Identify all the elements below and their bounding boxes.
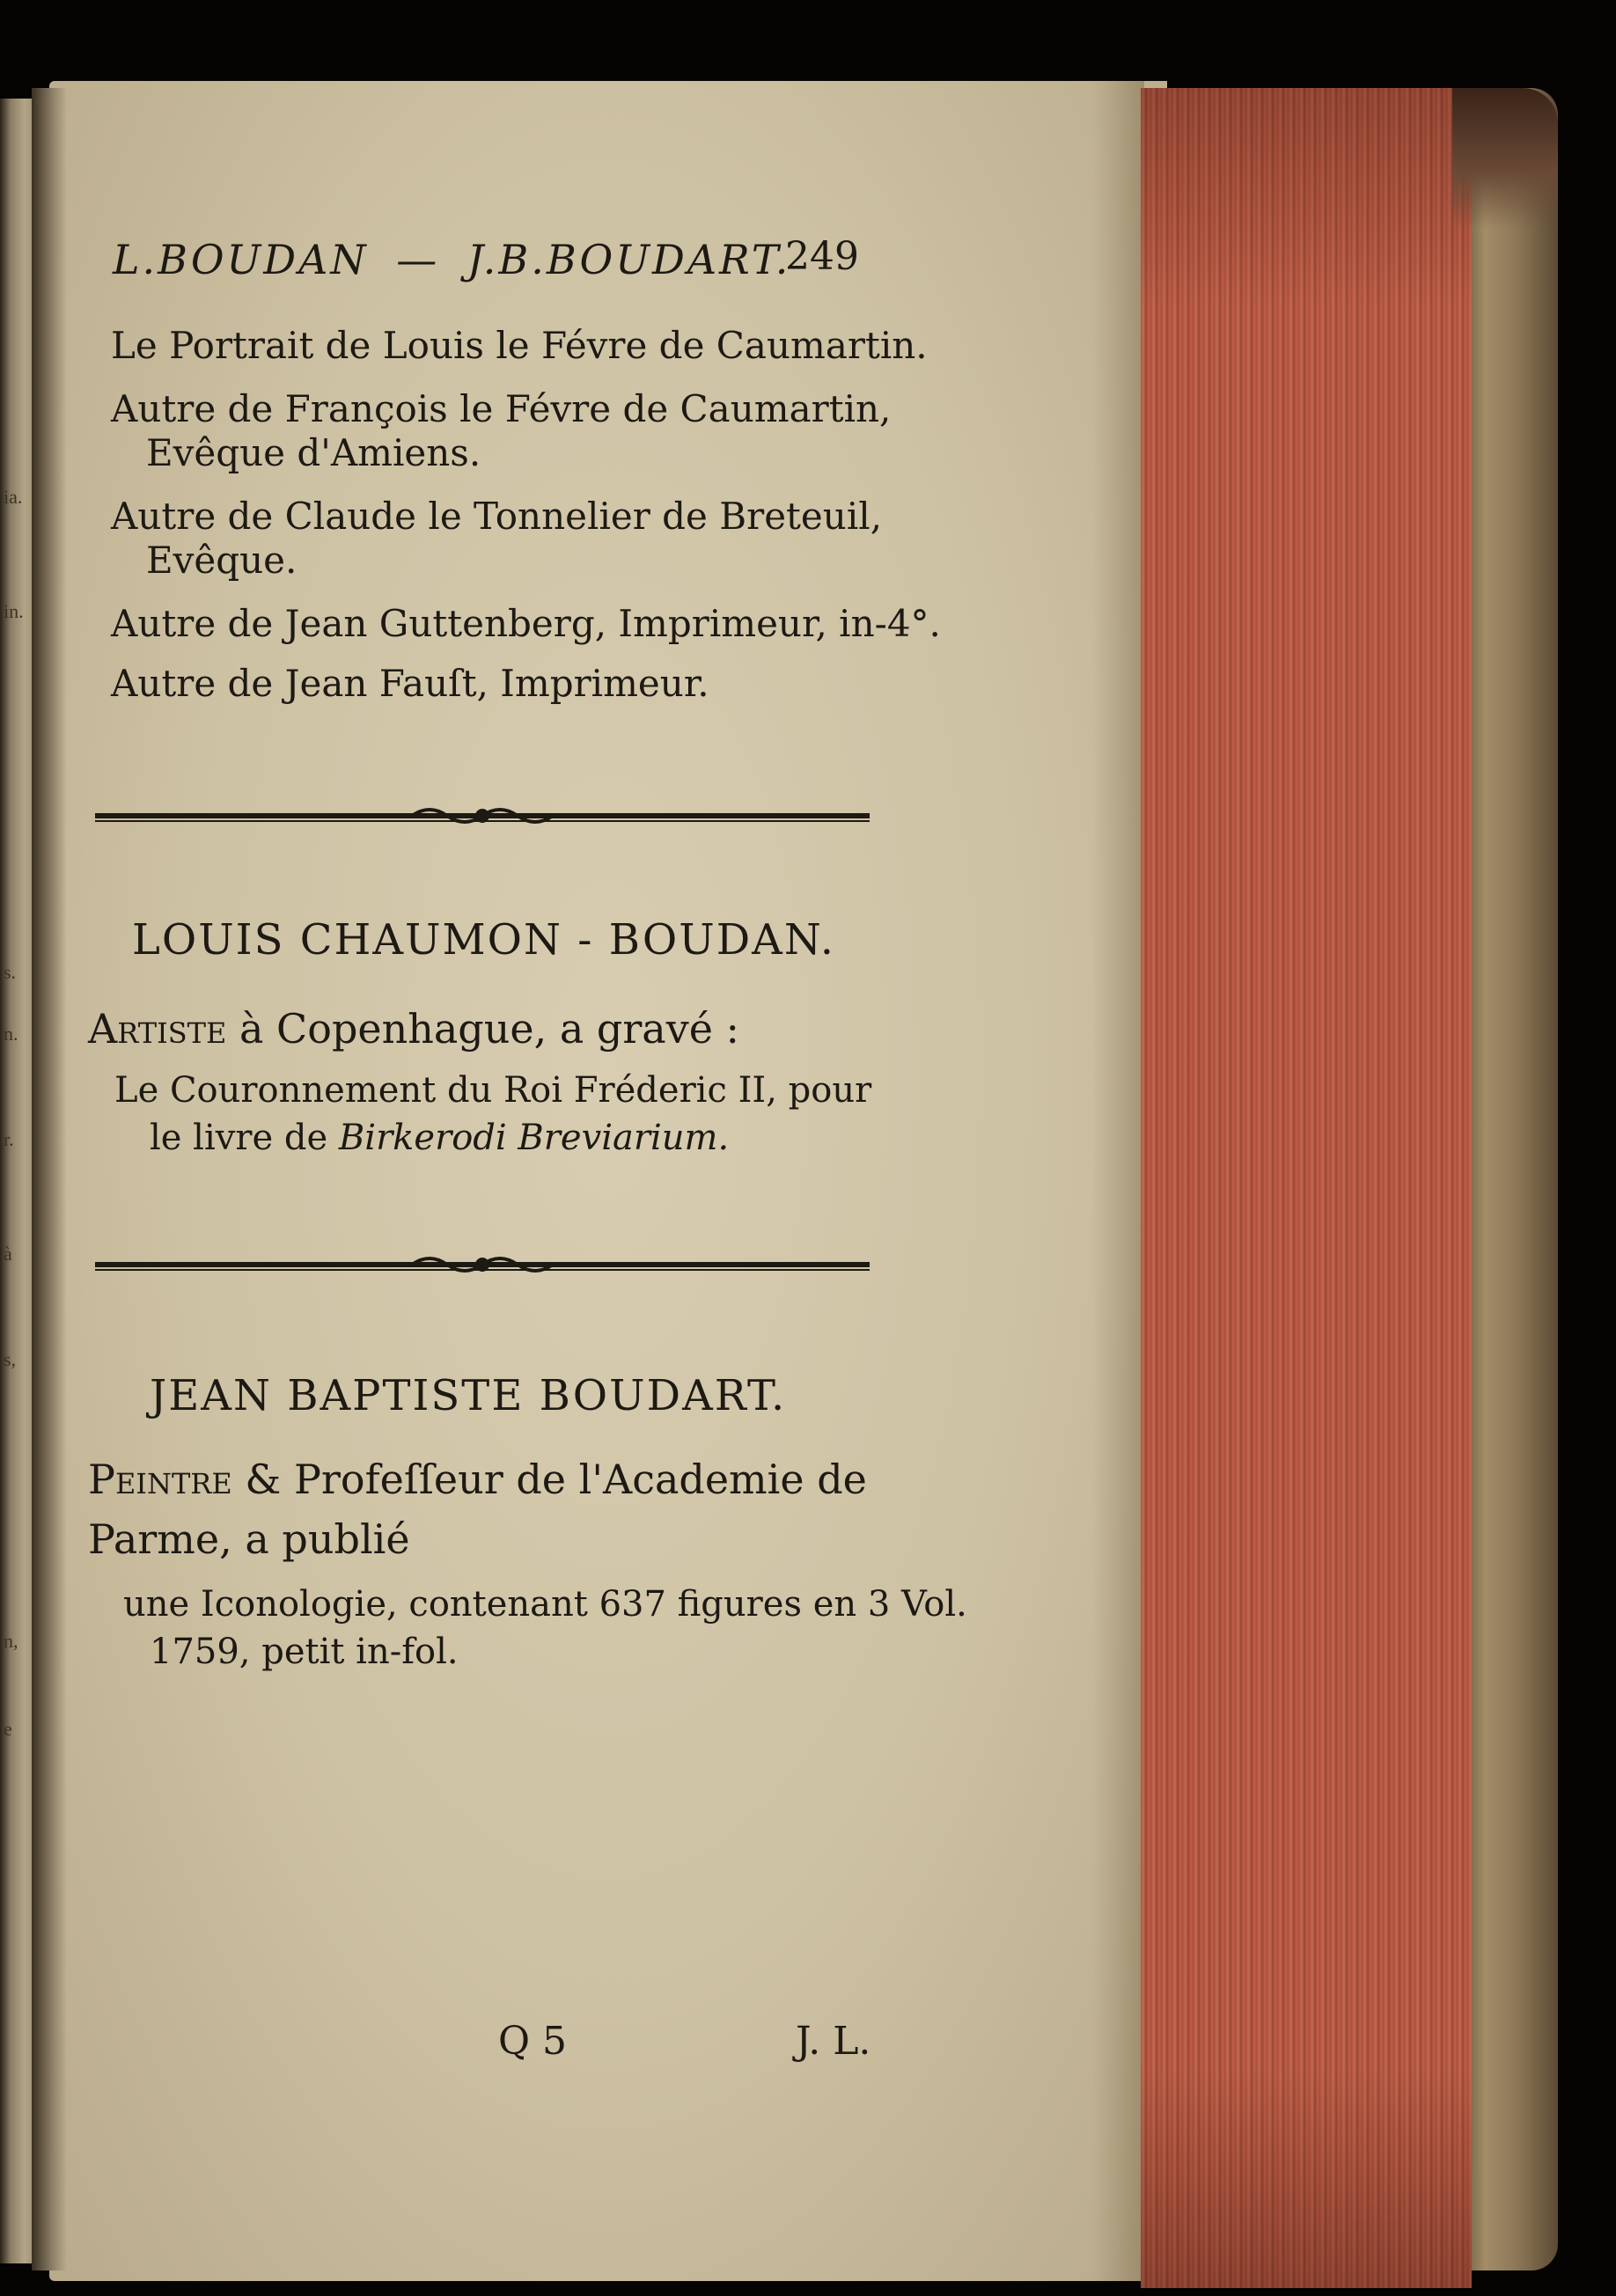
- prev-page-fragment: s,: [4, 1348, 17, 1370]
- running-head-left: L.BOUDAN: [113, 236, 369, 283]
- intro-smallcaps: Artiste: [88, 1005, 227, 1053]
- gutter-shadow: [32, 88, 67, 2270]
- prev-page-fragment: in.: [4, 600, 24, 622]
- ornamental-rule: [95, 1251, 870, 1278]
- running-head-dash: —: [396, 236, 440, 283]
- prev-page-fragment: r.: [4, 1128, 14, 1150]
- prev-page-fragment: n,: [4, 1630, 18, 1652]
- intro-rest: & Profeſſeur de l'Academie de: [245, 1456, 867, 1503]
- list-item: Autre de Jean Guttenberg, Imprimeur, in-4°.: [111, 602, 941, 645]
- previous-page-sliver: [0, 99, 35, 2263]
- fore-edge-shade: [1141, 88, 1472, 2288]
- section-intro: [88, 1005, 739, 1053]
- section-title: JEAN BAPTISTE BOUDART.: [150, 1371, 787, 1420]
- prev-page-fragment: ia.: [4, 486, 23, 508]
- list-item: Autre de Claude le Tonnelier de Breteuil,: [111, 495, 883, 538]
- section-intro: [88, 1456, 867, 1503]
- prev-page-fragment: à: [4, 1243, 12, 1265]
- ornamental-rule: [95, 803, 870, 829]
- book-cover: [1461, 88, 1558, 2270]
- section-title: LOUIS CHAUMON - BOUDAN.: [132, 915, 836, 965]
- list-item: Le Portrait de Louis le Févre de Caumartin.: [111, 324, 928, 367]
- entry-prefix: le livre de: [150, 1118, 328, 1158]
- prev-page-fragment: e: [4, 1718, 12, 1740]
- list-item: Autre de François le Févre de Caumartin,: [111, 387, 892, 430]
- book-title: Birkerodi Breviarium.: [338, 1118, 730, 1158]
- intro-rest: à Copenhague, a gravé :: [239, 1005, 740, 1053]
- page-edge-shadow: [1091, 81, 1144, 2281]
- list-item: Evêque d'Amiens.: [146, 431, 481, 474]
- page-number: 249: [785, 234, 859, 279]
- entry-line: [150, 1118, 729, 1158]
- section-intro-line2: Parme, a publié: [88, 1515, 410, 1563]
- entry-line: une Iconologie, contenant 637 figures en 3 Vol.: [123, 1584, 967, 1625]
- cover-corner: [1452, 88, 1558, 229]
- running-head-right: J.B.BOUDART.: [466, 236, 791, 283]
- prev-page-fragment: n.: [4, 1023, 18, 1045]
- list-item: Autre de Jean Fauſt, Imprimeur.: [111, 662, 709, 705]
- running-head: [113, 236, 790, 283]
- entry-line: Le Couronnement du Roi Fréderic II, pour: [114, 1070, 872, 1111]
- entry-line: 1759, petit in-fol.: [150, 1632, 459, 1672]
- prev-page-fragment: s.: [4, 961, 17, 983]
- signature-mark: Q 5: [498, 2019, 568, 2064]
- intro-smallcaps: Peintre: [88, 1456, 232, 1503]
- list-item: Evêque.: [146, 539, 297, 582]
- catchword: J. L.: [796, 2019, 871, 2064]
